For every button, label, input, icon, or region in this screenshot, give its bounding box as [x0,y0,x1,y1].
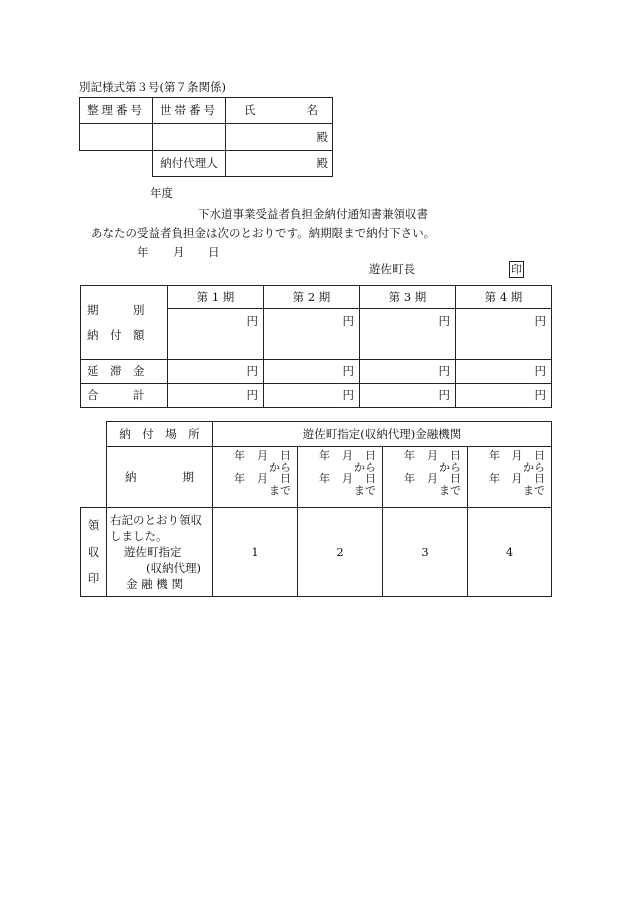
seiri-bango-label: 整理番号 [80,98,153,124]
receipt-line-3: 遊佐町指定 [124,545,182,559]
entai-yen-3: 円 [360,360,456,384]
receipt-line-4: (収納代理) [146,561,201,575]
receipt-char-2: 収 [87,544,100,559]
receipt-stamp-label [81,508,107,597]
period-table [80,285,552,408]
place-value: 遊佐町指定(収納代理)金融機関 [213,422,552,447]
deadline-cell-3: 年 月 日 から 年 月 日 まで [383,447,468,508]
period-label-cell [81,286,168,360]
receipt-line-2: しました。 [110,529,168,543]
agent-dono: 殿 [226,151,333,177]
entai-yen-4: 円 [456,360,552,384]
entai-yen-2: 円 [264,360,360,384]
period-2-header: 第 2 期 [264,286,360,309]
payment-corner-blank [81,422,107,447]
entai-yen-1: 円 [168,360,264,384]
period-1-header: 第 1 期 [168,286,264,309]
agent-label: 納付代理人 [153,151,226,177]
name-dono-1: 殿 [226,124,333,151]
receipt-char-3: 印 [87,571,100,586]
entai-label: 延 滞 金 [81,360,168,384]
gokei-yen-1: 円 [168,384,264,408]
issue-date-year: 年 [137,245,149,259]
gokei-yen-3: 円 [360,384,456,408]
receipt-period-2: 2 [298,508,383,597]
amount-yen-1: 円 [168,309,264,360]
receipt-char-1: 領 [87,518,100,533]
kibetsu-label: 期 別 [87,303,145,318]
gokei-label: 合 計 [81,384,168,408]
setai-bango-value [153,124,226,151]
gokei-yen-4: 円 [456,384,552,408]
blank-cell [80,151,153,177]
header-table [79,97,333,177]
deadline-cell-2: 年 月 日 から 年 月 日 まで [298,447,383,508]
receipt-text-cell [107,508,213,597]
payment-corner-blank-2 [81,447,107,508]
name-label-b: 名 [306,103,318,118]
receipt-period-4: 4 [468,508,552,597]
intro-text: あなたの受益者負担金は次のとおりです。納期限まで納付下さい。 [91,226,436,240]
seal-mark: 印 [511,263,522,276]
amount-yen-3: 円 [360,309,456,360]
receipt-line-1: 右記のとおり領収 [110,513,202,527]
receipt-period-1: 1 [213,508,298,597]
name-label-a: 氏 [244,103,256,118]
name-header [226,98,333,124]
setai-bango-label: 世帯番号 [153,98,226,124]
mayor-title: 遊佐町長 [369,262,415,276]
receipt-period-3: 3 [383,508,468,597]
period-4-header: 第 4 期 [456,286,552,309]
deadline-cell-1: 年 月 日 から 年 月 日 まで [213,447,298,508]
fiscal-year: 年度 [150,186,173,200]
issue-date-month: 月 [173,245,185,259]
amount-yen-4: 円 [456,309,552,360]
deadline-cell-4: 年 月 日 から 年 月 日 まで [468,447,552,508]
issue-date-day: 日 [208,245,220,259]
nofugaku-label: 納 付 額 [87,327,145,342]
amount-yen-2: 円 [264,309,360,360]
deadline-label: 納 期 [107,447,213,508]
payment-table [80,421,552,597]
form-label: 別記様式第３号(第７条関係) [79,80,226,94]
seiri-bango-value [80,124,153,151]
gokei-yen-2: 円 [264,384,360,408]
receipt-line-5: 金 融 機 関 [126,577,183,591]
place-label: 納 付 場 所 [107,422,213,447]
document-title: 下水道事業受益者負担金納付通知書兼領収書 [198,207,428,221]
period-3-header: 第 3 期 [360,286,456,309]
